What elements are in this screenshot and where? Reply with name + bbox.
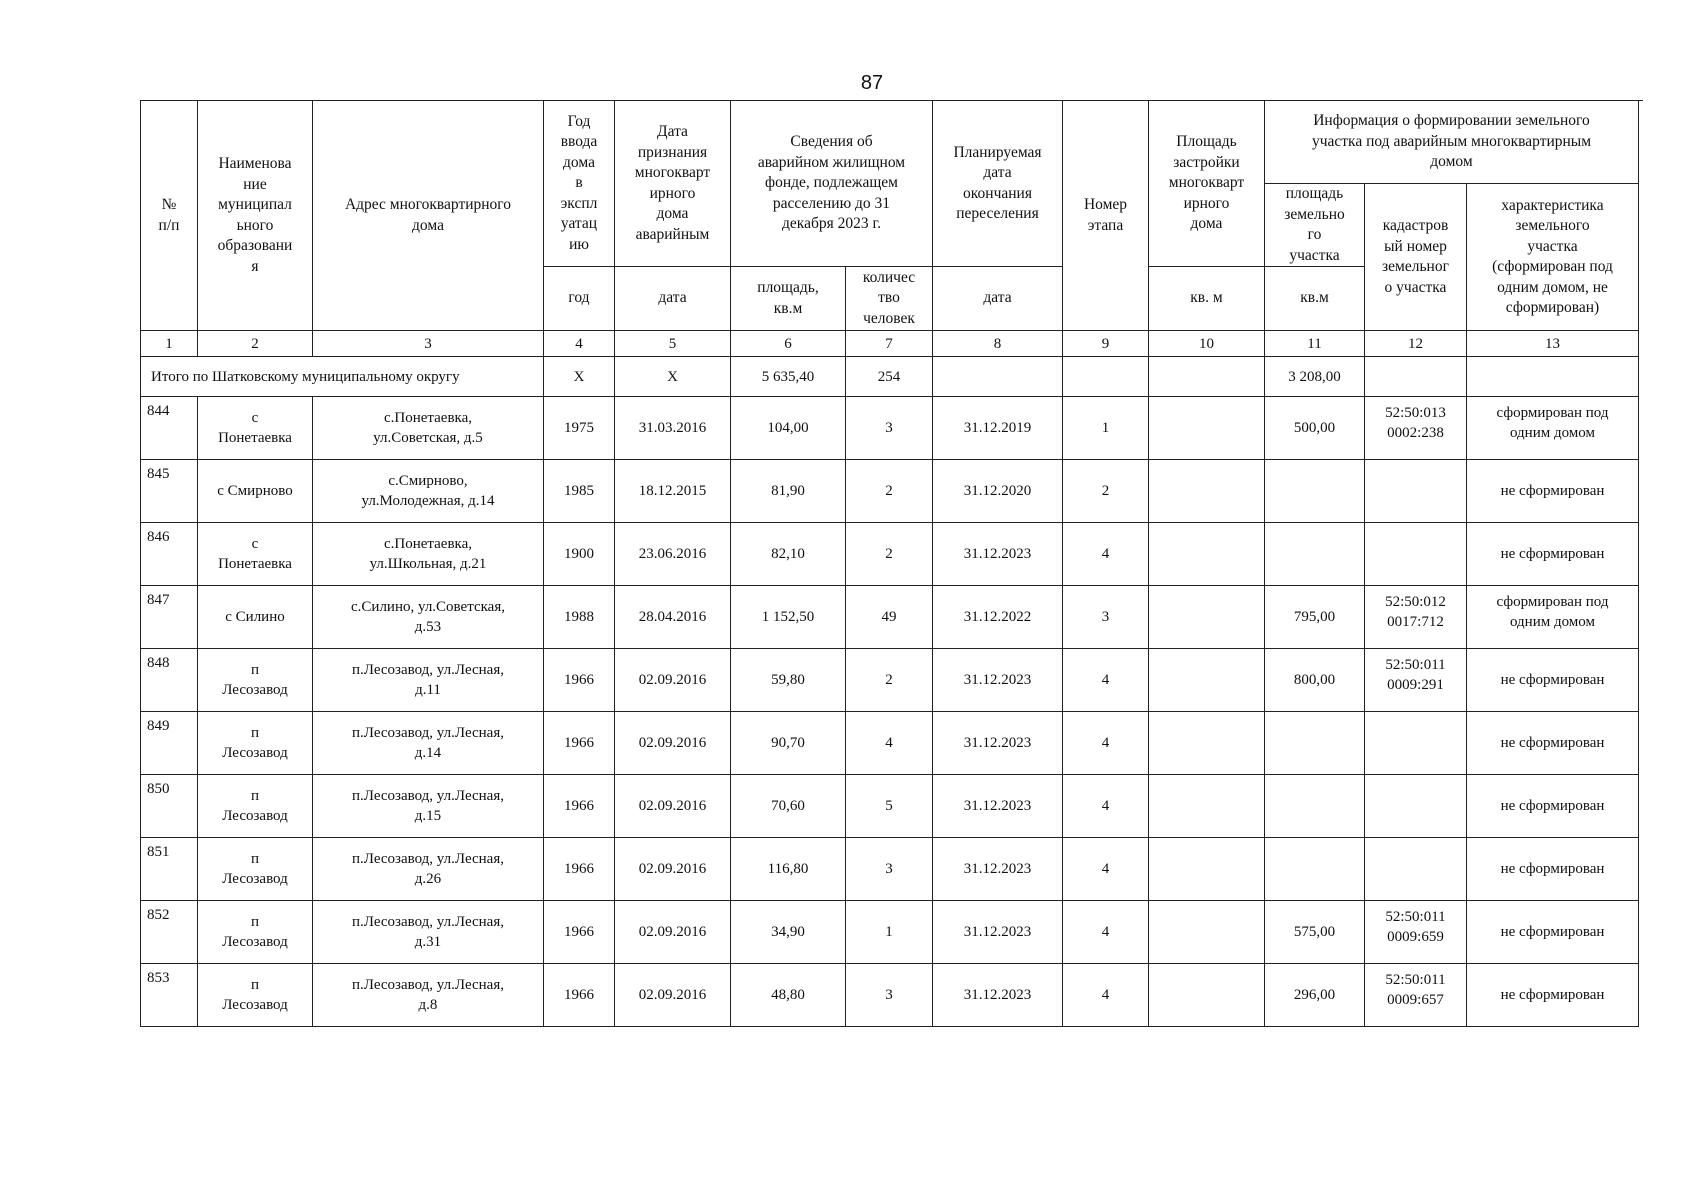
unit-date: дата — [615, 267, 731, 331]
people-cell: 4 — [846, 712, 933, 775]
people-cell: 2 — [846, 460, 933, 523]
unit-year: год — [544, 267, 615, 331]
building-area-cell — [1149, 649, 1265, 712]
area-cell: 116,80 — [731, 838, 846, 901]
recognition-date-cell: 02.09.2016 — [615, 775, 731, 838]
area-cell: 48,80 — [731, 964, 846, 1027]
row-number: 852 — [141, 901, 198, 964]
status-cell: не сформирован — [1467, 901, 1639, 964]
cadastral-cell: 52:50:013 0002:238 — [1365, 397, 1467, 460]
stage-cell: 4 — [1063, 838, 1149, 901]
people-cell: 49 — [846, 586, 933, 649]
row-number: 844 — [141, 397, 198, 460]
recognition-date-cell: 02.09.2016 — [615, 964, 731, 1027]
stage-cell: 4 — [1063, 901, 1149, 964]
people-cell: 3 — [846, 838, 933, 901]
column-number: 11 — [1265, 331, 1365, 357]
address-cell: п.Лесозавод, ул.Лесная, д.15 — [313, 775, 544, 838]
recognition-date-cell: 02.09.2016 — [615, 901, 731, 964]
header-recognition-date: Дата признания многокварт ирного дома аварийным — [615, 101, 731, 267]
status-cell: не сформирован — [1467, 649, 1639, 712]
planned-date-cell: 31.12.2023 — [933, 901, 1063, 964]
planned-date-cell: 31.12.2023 — [933, 649, 1063, 712]
year-cell: 1966 — [544, 964, 615, 1027]
total-year: X — [544, 357, 615, 397]
recognition-date-cell: 28.04.2016 — [615, 586, 731, 649]
column-number: 10 — [1149, 331, 1265, 357]
address-cell: с.Смирново, ул.Молодежная, д.14 — [313, 460, 544, 523]
building-area-cell — [1149, 775, 1265, 838]
year-cell: 1966 — [544, 712, 615, 775]
land-area-cell: 296,00 — [1265, 964, 1365, 1027]
row-number: 850 — [141, 775, 198, 838]
column-number: 4 — [544, 331, 615, 357]
stage-cell: 2 — [1063, 460, 1149, 523]
column-number: 7 — [846, 331, 933, 357]
municipality-cell: п Лесозавод — [198, 649, 313, 712]
total-cadastral — [1365, 357, 1467, 397]
year-cell: 1966 — [544, 649, 615, 712]
status-cell: не сформирован — [1467, 523, 1639, 586]
building-area-cell — [1149, 397, 1265, 460]
total-building-area — [1149, 357, 1265, 397]
planned-date-cell: 31.12.2023 — [933, 523, 1063, 586]
row-number: 846 — [141, 523, 198, 586]
land-area-cell: 800,00 — [1265, 649, 1365, 712]
total-stage — [1063, 357, 1149, 397]
land-area-cell: 500,00 — [1265, 397, 1365, 460]
stage-cell: 4 — [1063, 775, 1149, 838]
status-cell: сформирован под одним домом — [1467, 586, 1639, 649]
year-cell: 1900 — [544, 523, 615, 586]
planned-date-cell: 31.12.2023 — [933, 964, 1063, 1027]
people-cell: 2 — [846, 523, 933, 586]
area-cell: 104,00 — [731, 397, 846, 460]
cadastral-cell — [1365, 838, 1467, 901]
building-area-cell — [1149, 523, 1265, 586]
row-number: 845 — [141, 460, 198, 523]
cadastral-cell — [1365, 460, 1467, 523]
cadastral-cell: 52:50:011 0009:291 — [1365, 649, 1467, 712]
unit-people: количес тво человек — [846, 267, 933, 331]
cadastral-cell — [1365, 523, 1467, 586]
row-number: 853 — [141, 964, 198, 1027]
unit-land-area: кв.м — [1265, 267, 1365, 331]
municipality-cell: п Лесозавод — [198, 964, 313, 1027]
total-status — [1467, 357, 1639, 397]
unit-plan-date: дата — [933, 267, 1063, 331]
row-number: 847 — [141, 586, 198, 649]
column-number: 9 — [1063, 331, 1149, 357]
row-number: 849 — [141, 712, 198, 775]
total-plan-date — [933, 357, 1063, 397]
status-cell: не сформирован — [1467, 775, 1639, 838]
address-cell: с.Понетаевка, ул.Школьная, д.21 — [313, 523, 544, 586]
cadastral-cell: 52:50:011 0009:659 — [1365, 901, 1467, 964]
recognition-date-cell: 31.03.2016 — [615, 397, 731, 460]
people-cell: 3 — [846, 964, 933, 1027]
column-number: 2 — [198, 331, 313, 357]
emergency-housing-table — [140, 100, 1643, 1027]
municipality-cell: с Понетаевка — [198, 397, 313, 460]
planned-date-cell: 31.12.2023 — [933, 838, 1063, 901]
stage-cell: 3 — [1063, 586, 1149, 649]
header-land-status: характеристика земельного участка (сформирован под одним домом, не сформирован) — [1467, 184, 1639, 331]
header-planned-date: Планируемая дата окончания переселения — [933, 101, 1063, 267]
municipality-cell: п Лесозавод — [198, 901, 313, 964]
building-area-cell — [1149, 964, 1265, 1027]
cadastral-cell: 52:50:012 0017:712 — [1365, 586, 1467, 649]
address-cell: п.Лесозавод, ул.Лесная, д.11 — [313, 649, 544, 712]
planned-date-cell: 31.12.2020 — [933, 460, 1063, 523]
page-number: 87 — [860, 72, 884, 94]
row-number: 848 — [141, 649, 198, 712]
land-area-cell: 795,00 — [1265, 586, 1365, 649]
planned-date-cell: 31.12.2022 — [933, 586, 1063, 649]
planned-date-cell: 31.12.2023 — [933, 775, 1063, 838]
municipality-cell: п Лесозавод — [198, 712, 313, 775]
column-number: 1 — [141, 331, 198, 357]
year-cell: 1966 — [544, 901, 615, 964]
address-cell: с.Силино, ул.Советская, д.53 — [313, 586, 544, 649]
total-land-area: 3 208,00 — [1265, 357, 1365, 397]
year-cell: 1988 — [544, 586, 615, 649]
address-cell: п.Лесозавод, ул.Лесная, д.31 — [313, 901, 544, 964]
column-number: 5 — [615, 331, 731, 357]
area-cell: 90,70 — [731, 712, 846, 775]
unit-building-area: кв. м — [1149, 267, 1265, 331]
stage-cell: 4 — [1063, 964, 1149, 1027]
planned-date-cell: 31.12.2019 — [933, 397, 1063, 460]
area-cell: 82,10 — [731, 523, 846, 586]
column-number: 12 — [1365, 331, 1467, 357]
area-cell: 1 152,50 — [731, 586, 846, 649]
land-area-cell: 575,00 — [1265, 901, 1365, 964]
area-cell: 59,80 — [731, 649, 846, 712]
people-cell: 1 — [846, 901, 933, 964]
address-cell: п.Лесозавод, ул.Лесная, д.14 — [313, 712, 544, 775]
header-stage: Номер этапа — [1063, 101, 1149, 331]
header-municipality: Наименова ние муниципал ьного образовани я — [198, 101, 313, 331]
recognition-date-cell: 02.09.2016 — [615, 712, 731, 775]
column-number: 13 — [1467, 331, 1639, 357]
municipality-cell: с Смирново — [198, 460, 313, 523]
building-area-cell — [1149, 838, 1265, 901]
year-cell: 1966 — [544, 838, 615, 901]
total-label: Итого по Шатковскому муниципальному округу — [141, 357, 544, 397]
status-cell: не сформирован — [1467, 460, 1639, 523]
recognition-date-cell: 23.06.2016 — [615, 523, 731, 586]
area-cell: 81,90 — [731, 460, 846, 523]
status-cell: не сформирован — [1467, 838, 1639, 901]
header-cadastral-number: кадастров ый номер земельног о участка — [1365, 184, 1467, 331]
building-area-cell — [1149, 901, 1265, 964]
building-area-cell — [1149, 586, 1265, 649]
stage-cell: 4 — [1063, 649, 1149, 712]
stage-cell: 4 — [1063, 712, 1149, 775]
area-cell: 34,90 — [731, 901, 846, 964]
municipality-cell: п Лесозавод — [198, 838, 313, 901]
planned-date-cell: 31.12.2023 — [933, 712, 1063, 775]
stage-cell: 4 — [1063, 523, 1149, 586]
municipality-cell: с Понетаевка — [198, 523, 313, 586]
recognition-date-cell: 02.09.2016 — [615, 649, 731, 712]
unit-area: площадь, кв.м — [731, 267, 846, 331]
year-cell: 1966 — [544, 775, 615, 838]
column-number: 8 — [933, 331, 1063, 357]
header-building-area: Площадь застройки многокварт ирного дома — [1149, 101, 1265, 267]
address-cell: п.Лесозавод, ул.Лесная, д.8 — [313, 964, 544, 1027]
status-cell: не сформирован — [1467, 712, 1639, 775]
cadastral-cell — [1365, 712, 1467, 775]
status-cell: не сформирован — [1467, 964, 1639, 1027]
recognition-date-cell: 02.09.2016 — [615, 838, 731, 901]
area-cell: 70,60 — [731, 775, 846, 838]
stage-cell: 1 — [1063, 397, 1149, 460]
header-commission-year: Год ввода дома в экспл уатац ию — [544, 101, 615, 267]
address-cell: п.Лесозавод, ул.Лесная, д.26 — [313, 838, 544, 901]
people-cell: 5 — [846, 775, 933, 838]
address-cell: с.Понетаевка, ул.Советская, д.5 — [313, 397, 544, 460]
header-row-number: № п/п — [141, 101, 198, 331]
year-cell: 1975 — [544, 397, 615, 460]
land-area-cell — [1265, 775, 1365, 838]
people-cell: 2 — [846, 649, 933, 712]
cadastral-cell: 52:50:011 0009:657 — [1365, 964, 1467, 1027]
year-cell: 1985 — [544, 460, 615, 523]
land-area-cell — [1265, 523, 1365, 586]
column-number: 3 — [313, 331, 544, 357]
header-emergency-fund: Сведения об аварийном жилищном фонде, подлежащем расселению до 31 декабря 2023 г. — [731, 101, 933, 267]
land-area-cell — [1265, 838, 1365, 901]
people-cell: 3 — [846, 397, 933, 460]
land-area-cell — [1265, 460, 1365, 523]
recognition-date-cell: 18.12.2015 — [615, 460, 731, 523]
total-people: 254 — [846, 357, 933, 397]
total-area: 5 635,40 — [731, 357, 846, 397]
header-land-area: площадь земельно го участка — [1265, 184, 1365, 267]
municipality-cell: п Лесозавод — [198, 775, 313, 838]
header-address: Адрес многоквартирного дома — [313, 101, 544, 331]
row-number: 851 — [141, 838, 198, 901]
column-number: 6 — [731, 331, 846, 357]
building-area-cell — [1149, 460, 1265, 523]
municipality-cell: с Силино — [198, 586, 313, 649]
cadastral-cell — [1365, 775, 1467, 838]
land-area-cell — [1265, 712, 1365, 775]
status-cell: сформирован под одним домом — [1467, 397, 1639, 460]
building-area-cell — [1149, 712, 1265, 775]
total-date: X — [615, 357, 731, 397]
header-land-plot-info: Информация о формировании земельного участка под аварийным многоквартирным домом — [1265, 101, 1639, 184]
